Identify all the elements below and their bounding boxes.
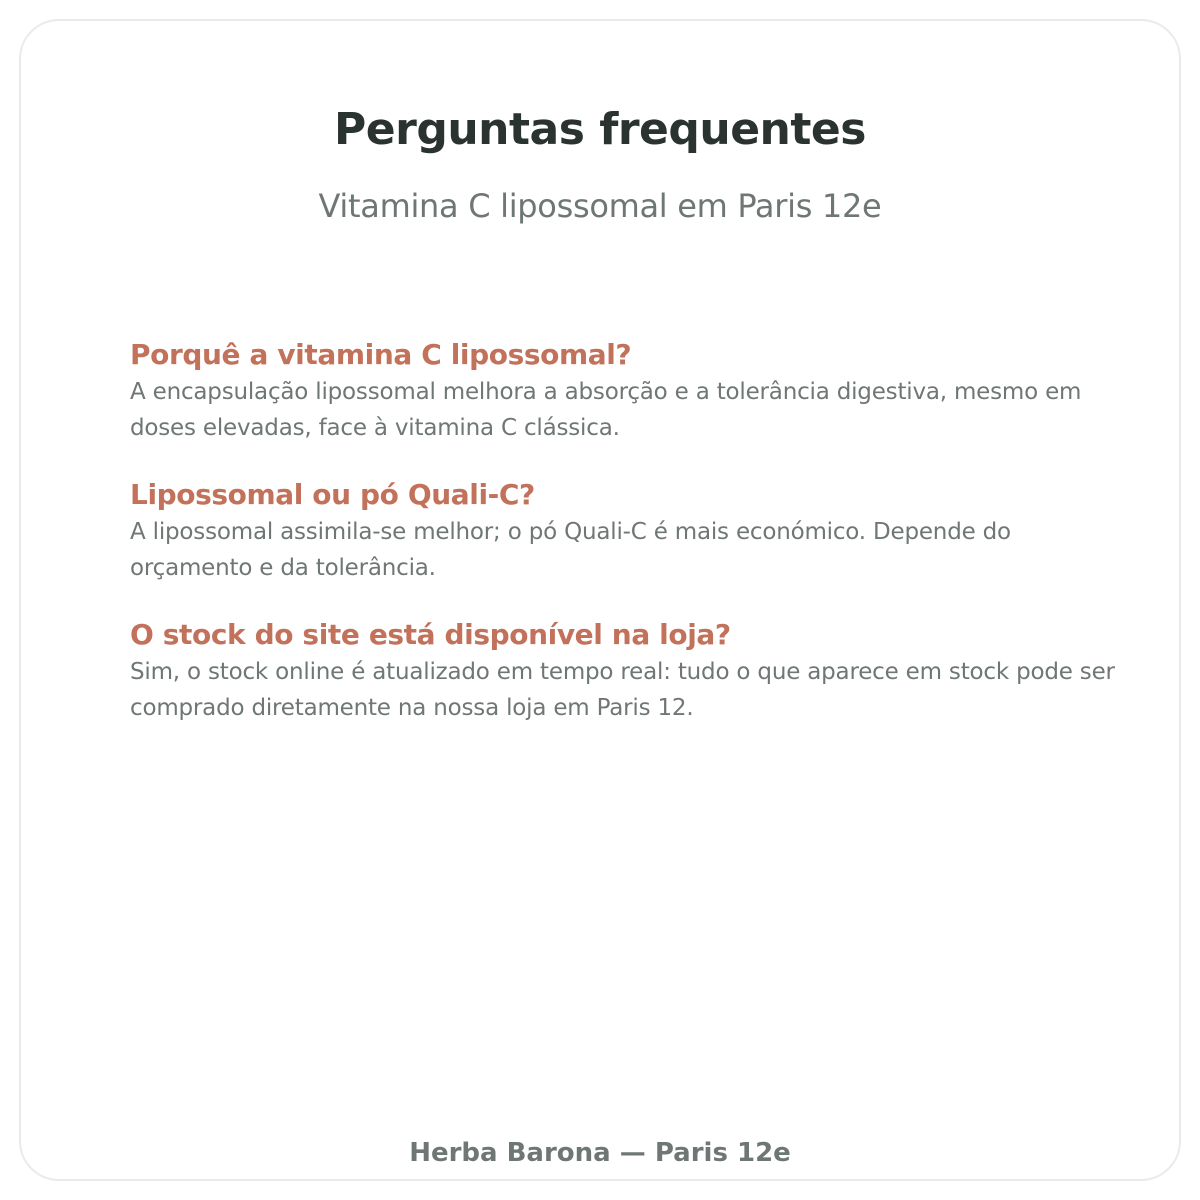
faq-item (130, 616, 1115, 726)
page-title: Perguntas frequentes (334, 104, 866, 155)
faq-question: Porquê a vitamina C lipossomal? (130, 338, 632, 371)
faq-question: O stock do site está disponível na loja? (130, 618, 731, 651)
page-subtitle: Vitamina C lipossomal em Paris 12e (318, 187, 882, 225)
faq-item (130, 476, 1115, 586)
faq-list (130, 336, 1115, 756)
faq-question: Lipossomal ou pó Quali-C? (130, 478, 535, 511)
faq-answer: A lipossomal assimila-se melhor; o pó Quali-C é mais económico. Depende do orçamento e da tolerância. (130, 519, 1011, 581)
footer-brand: Herba Barona — Paris 12e (409, 1138, 791, 1168)
faq-answer: A encapsulação lipossomal melhora a absorção e a tolerância digestiva, mesmo em doses elevadas, face à vitamina C clássica. (130, 379, 1082, 441)
faq-item (130, 336, 1115, 446)
faq-answer: Sim, o stock online é atualizado em tempo real: tudo o que aparece em stock pode ser comprado diretamente na nossa loja em Paris 12. (130, 659, 1115, 721)
